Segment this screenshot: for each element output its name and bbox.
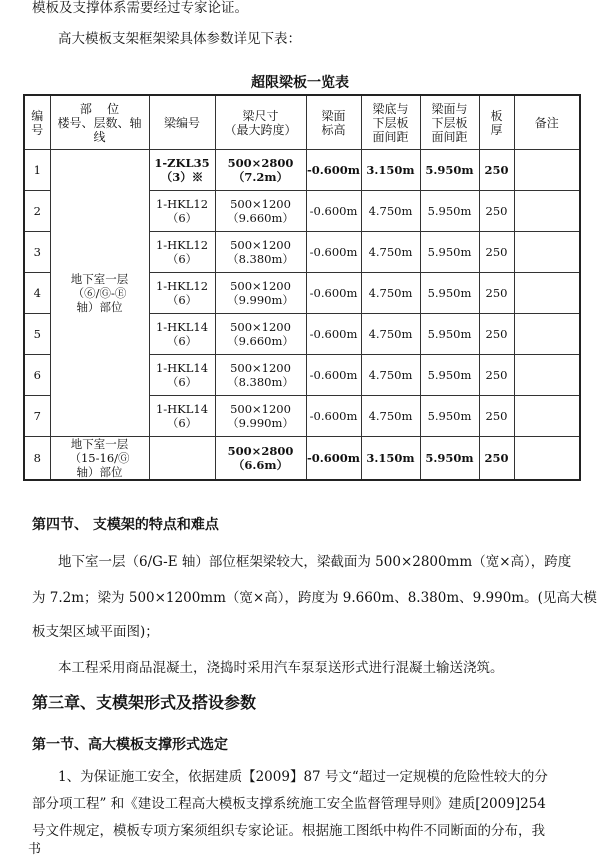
cell-thick: 250 [479, 355, 514, 396]
section1-para1-line1: 1、为保证施工安全，依据建质【2009】87 号文“超过一定规模的危险性较大的分 [58, 769, 548, 785]
section1-heading: 第一节、高大模板支撑形式选定 [32, 737, 228, 753]
cell-no: 2 [24, 191, 50, 232]
cell-thick: 250 [479, 232, 514, 273]
cell-elev: -0.600m [306, 437, 361, 481]
header-bottom: 梁底与 下层板 面间距 [361, 95, 420, 150]
intro-line-1: 模板及支撑体系需要经过专家论证。 [32, 0, 248, 16]
header-elev: 梁面 标高 [306, 95, 361, 150]
table-row [24, 150, 580, 191]
section1-para1-cutoff: 书 [28, 842, 42, 857]
cell-size: 500×2800 （6.6m） [215, 437, 306, 481]
cell-thick: 250 [479, 150, 514, 191]
cell-size: 500×1200 （8.380m） [215, 355, 306, 396]
cell-no: 4 [24, 273, 50, 314]
cell-elev: -0.600m [306, 232, 361, 273]
cell-note [514, 355, 580, 396]
cell-location-a: 地下室一层 （⑥/Ⓖ-Ⓔ 轴）部位 [50, 150, 149, 437]
cell-thick: 250 [479, 191, 514, 232]
cell-note [514, 273, 580, 314]
header-beam: 梁编号 [149, 95, 215, 150]
cell-size: 500×1200 （9.660m） [215, 314, 306, 355]
cell-bottom: 4.750m [361, 232, 420, 273]
cell-elev: -0.600m [306, 273, 361, 314]
header-note: 备注 [514, 95, 580, 150]
cell-size: 500×1200 （9.660m） [215, 191, 306, 232]
cell-elev: -0.600m [306, 150, 361, 191]
cell-elev: -0.600m [306, 355, 361, 396]
cell-note [514, 232, 580, 273]
cell-size: 500×2800 （7.2m） [215, 150, 306, 191]
header-location: 部 位 楼号、层数、轴 线 [50, 95, 149, 150]
cell-elev: -0.600m [306, 314, 361, 355]
cell-size: 500×1200 （9.990m） [215, 396, 306, 437]
cell-thick: 250 [479, 273, 514, 314]
cell-bottom: 3.150m [361, 437, 420, 481]
cell-size: 500×1200 （8.380m） [215, 232, 306, 273]
chapter3-heading: 第三章、支模架形式及搭设参数 [32, 693, 257, 712]
cell-no: 3 [24, 232, 50, 273]
cell-note [514, 314, 580, 355]
table-row [24, 437, 580, 481]
intro-line-2: 高大模板支架框架梁具体参数详见下表： [58, 31, 301, 47]
cell-note [514, 437, 580, 481]
cell-thick: 250 [479, 314, 514, 355]
header-top: 梁面与 下层板 面间距 [420, 95, 479, 150]
cell-bottom: 3.150m [361, 150, 420, 191]
cell-bottom: 4.750m [361, 314, 420, 355]
cell-bottom: 4.750m [361, 396, 420, 437]
cell-location-b: 地下室一层 （15-16/Ⓖ 轴）部位 [50, 437, 149, 481]
cell-bottom: 4.750m [361, 355, 420, 396]
cell-top: 5.950m [420, 355, 479, 396]
cell-thick: 250 [479, 437, 514, 481]
cell-beam: 1-HKL12 （6） [149, 191, 215, 232]
header-thick: 板 厚 [479, 95, 514, 150]
cell-note [514, 150, 580, 191]
cell-top: 5.950m [420, 232, 479, 273]
cell-top: 5.950m [420, 314, 479, 355]
cell-note [514, 396, 580, 437]
section4-para2: 本工程采用商品混凝土，浇捣时采用汽车泵泵送形式进行混凝土输送浇筑。 [58, 660, 504, 676]
cell-top: 5.950m [420, 191, 479, 232]
section4-para1-line1: 地下室一层（6/G-E 轴）部位框架梁较大，梁截面为 500×2800mm（宽×高），跨度 [58, 554, 572, 570]
section1-para1-line2: 部分项工程” 和《建设工程高大模板支撑系统施工安全监督管理导则》建质[2009]254 [32, 796, 546, 812]
beam-table [23, 94, 581, 481]
cell-beam: 1-HKL12 （6） [149, 232, 215, 273]
cell-note [514, 191, 580, 232]
cell-no: 6 [24, 355, 50, 396]
header-no: 编 号 [24, 95, 50, 150]
section4-para1-line3: 板支架区域平面图)； [32, 624, 159, 640]
section4-heading: 第四节、 支模架的特点和难点 [32, 517, 219, 533]
cell-beam: 1-HKL14 （6） [149, 355, 215, 396]
cell-top: 5.950m [420, 150, 479, 191]
cell-beam: 1-HKL14 （6） [149, 396, 215, 437]
section1-para1-line3: 号文件规定，模板专项方案须组织专家论证。根据施工图纸中构件不同断面的分布，我 [32, 823, 545, 839]
cell-elev: -0.600m [306, 396, 361, 437]
section4-para1-line2: 为 7.2m；梁为 500×1200mm（宽×高），跨度为 9.660m、8.380m、9.990m。(见高大模 [32, 590, 597, 606]
table-title: 超限梁板一览表 [251, 75, 349, 91]
cell-beam: 1-HKL14 （6） [149, 314, 215, 355]
cell-no: 1 [24, 150, 50, 191]
cell-top: 5.950m [420, 396, 479, 437]
cell-no: 5 [24, 314, 50, 355]
cell-beam: 1-ZKL35 （3）※ [149, 150, 215, 191]
cell-no: 8 [24, 437, 50, 481]
cell-elev: -0.600m [306, 191, 361, 232]
cell-thick: 250 [479, 396, 514, 437]
cell-bottom: 4.750m [361, 273, 420, 314]
cell-size: 500×1200 （9.990m） [215, 273, 306, 314]
cell-top: 5.950m [420, 273, 479, 314]
cell-no: 7 [24, 396, 50, 437]
cell-top: 5.950m [420, 437, 479, 481]
cell-bottom: 4.750m [361, 191, 420, 232]
cell-beam [149, 437, 215, 481]
header-size: 梁尺寸 （最大跨度） [215, 95, 306, 150]
cell-beam: 1-HKL12 （6） [149, 273, 215, 314]
